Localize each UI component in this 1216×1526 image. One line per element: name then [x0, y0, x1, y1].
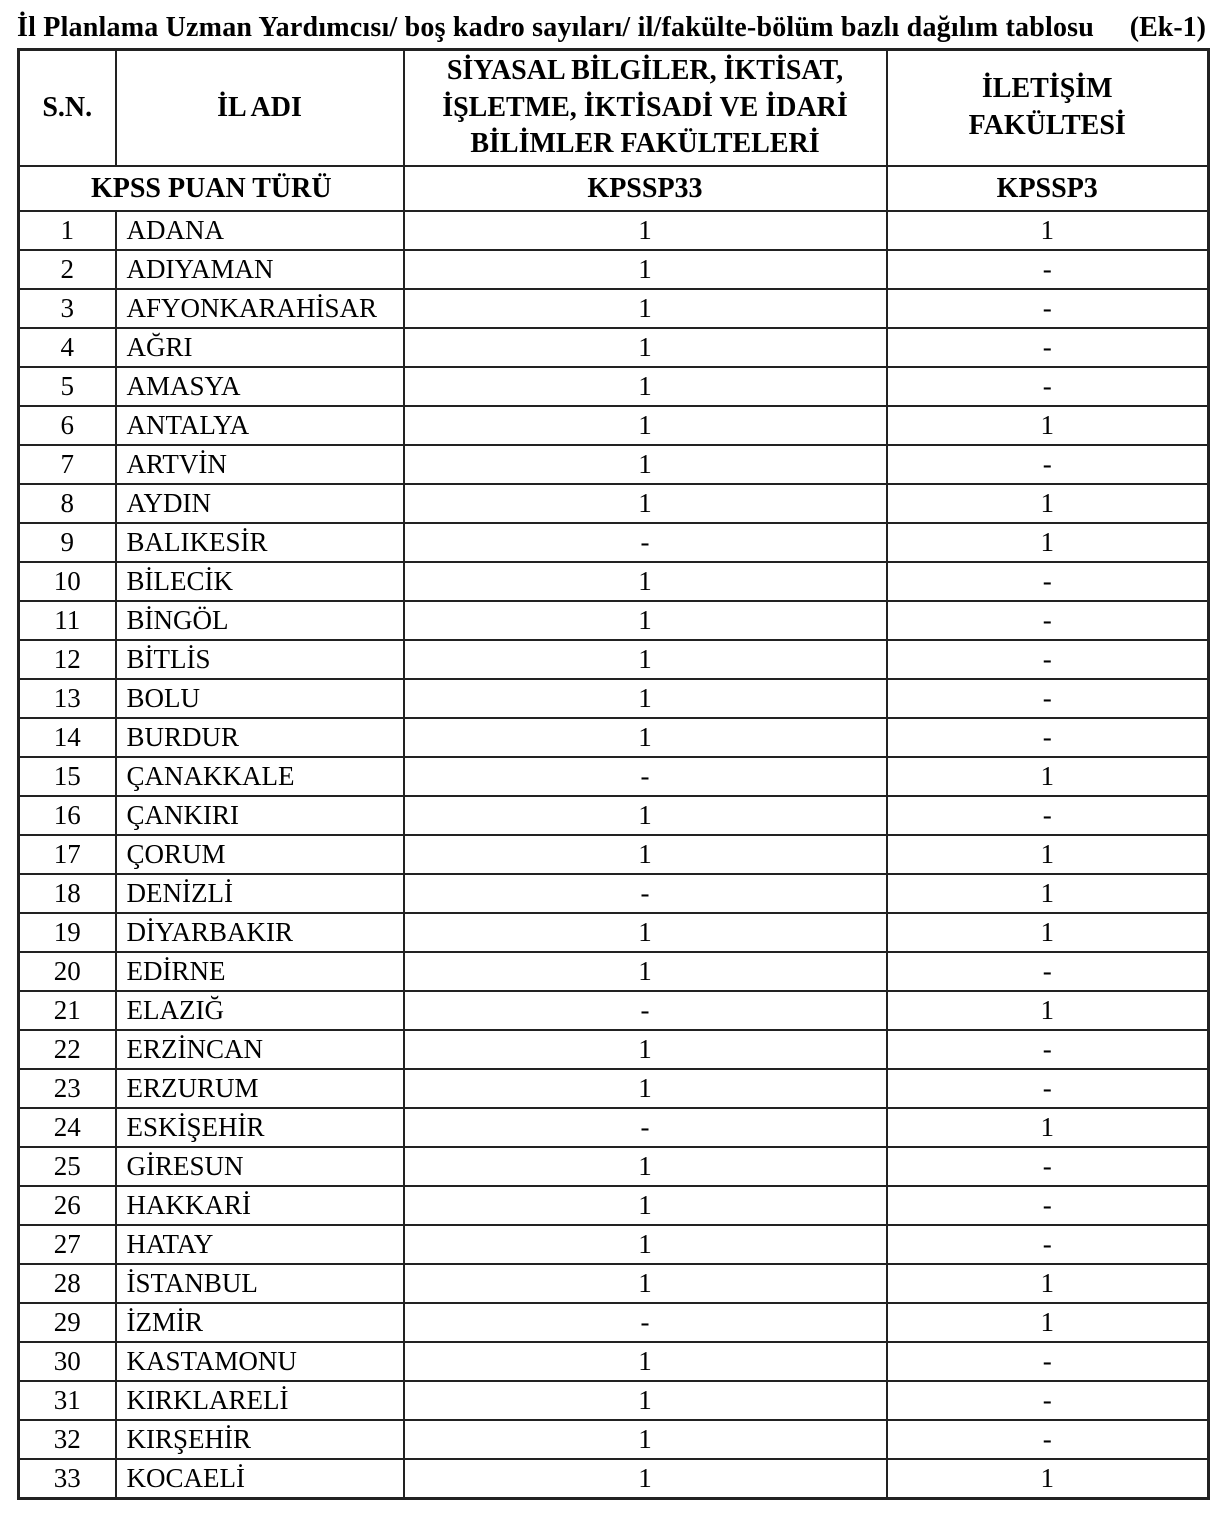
cell-province: KIRKLARELİ [116, 1381, 404, 1420]
cell-kpssp3: 1 [887, 1303, 1209, 1342]
vacancy-table [17, 48, 1210, 1500]
cell-province: DİYARBAKIR [116, 913, 404, 952]
cell-kpssp33: - [404, 1108, 887, 1147]
cell-sn: 2 [19, 250, 116, 289]
table-row [19, 484, 1209, 523]
cell-sn: 7 [19, 445, 116, 484]
table-row [19, 1303, 1209, 1342]
table-row [19, 1459, 1209, 1499]
table-row [19, 679, 1209, 718]
cell-province: KASTAMONU [116, 1342, 404, 1381]
cell-province: ERZURUM [116, 1069, 404, 1108]
cell-province: ESKİŞEHİR [116, 1108, 404, 1147]
table-row [19, 952, 1209, 991]
table-row [19, 1342, 1209, 1381]
cell-kpssp3: 1 [887, 913, 1209, 952]
cell-kpssp3: - [887, 718, 1209, 757]
cell-kpssp33: 1 [404, 289, 887, 328]
cell-kpssp33: - [404, 523, 887, 562]
table-row [19, 211, 1209, 250]
table-row [19, 523, 1209, 562]
cell-kpssp33: 1 [404, 1459, 887, 1499]
header-sn: S.N. [19, 50, 116, 167]
table-body [19, 211, 1209, 1499]
cell-kpssp33: - [404, 1303, 887, 1342]
cell-sn: 24 [19, 1108, 116, 1147]
cell-sn: 6 [19, 406, 116, 445]
header-faculty-group-2-label: İLETİŞİM FAKÜLTESİ [968, 73, 1126, 141]
cell-province: BALIKESİR [116, 523, 404, 562]
table-row [19, 796, 1209, 835]
cell-sn: 29 [19, 1303, 116, 1342]
cell-province: ELAZIĞ [116, 991, 404, 1030]
cell-sn: 9 [19, 523, 116, 562]
cell-sn: 4 [19, 328, 116, 367]
header-faculty-group-1 [404, 50, 887, 167]
table-row [19, 1030, 1209, 1069]
cell-sn: 28 [19, 1264, 116, 1303]
cell-kpssp3: - [887, 1225, 1209, 1264]
cell-sn: 30 [19, 1342, 116, 1381]
cell-kpssp3: - [887, 1342, 1209, 1381]
cell-kpssp33: 1 [404, 1147, 887, 1186]
cell-sn: 31 [19, 1381, 116, 1420]
cell-province: BİNGÖL [116, 601, 404, 640]
cell-sn: 26 [19, 1186, 116, 1225]
cell-kpssp33: 1 [404, 640, 887, 679]
cell-kpssp3: 1 [887, 757, 1209, 796]
cell-kpssp3: 1 [887, 1459, 1209, 1499]
cell-sn: 8 [19, 484, 116, 523]
cell-sn: 10 [19, 562, 116, 601]
cell-kpssp33: 1 [404, 1381, 887, 1420]
cell-sn: 13 [19, 679, 116, 718]
cell-kpssp3: 1 [887, 1108, 1209, 1147]
cell-kpssp33: - [404, 874, 887, 913]
table-row [19, 406, 1209, 445]
table-row [19, 601, 1209, 640]
score-type-kpssp33: KPSSP33 [404, 166, 887, 211]
cell-kpssp33: 1 [404, 1225, 887, 1264]
cell-kpssp33: 1 [404, 1420, 887, 1459]
cell-kpssp33: 1 [404, 211, 887, 250]
cell-kpssp33: 1 [404, 679, 887, 718]
title-row [17, 12, 1206, 44]
cell-kpssp3: - [887, 601, 1209, 640]
cell-kpssp3: 1 [887, 874, 1209, 913]
score-type-label: KPSS PUAN TÜRÜ [19, 166, 404, 211]
cell-kpssp33: 1 [404, 445, 887, 484]
cell-province: İSTANBUL [116, 1264, 404, 1303]
table-row [19, 1147, 1209, 1186]
cell-province: AMASYA [116, 367, 404, 406]
cell-province: İZMİR [116, 1303, 404, 1342]
cell-kpssp33: 1 [404, 1264, 887, 1303]
cell-kpssp33: 1 [404, 601, 887, 640]
cell-kpssp3: 1 [887, 523, 1209, 562]
cell-sn: 33 [19, 1459, 116, 1499]
cell-kpssp33: 1 [404, 835, 887, 874]
annex-label: (Ek-1) [1129, 12, 1206, 43]
cell-province: BOLU [116, 679, 404, 718]
cell-kpssp3: - [887, 367, 1209, 406]
cell-kpssp33: 1 [404, 328, 887, 367]
cell-kpssp33: 1 [404, 484, 887, 523]
table-row [19, 913, 1209, 952]
table-row [19, 328, 1209, 367]
cell-province: ÇANAKKALE [116, 757, 404, 796]
cell-province: KOCAELİ [116, 1459, 404, 1499]
table-row [19, 289, 1209, 328]
cell-sn: 14 [19, 718, 116, 757]
header-faculty-group-1-label: SİYASAL BİLGİLER, İKTİSAT, İŞLETME, İKTİSADİ VE İDARİ BİLİMLER FAKÜLTELERİ [442, 54, 848, 160]
table-row [19, 718, 1209, 757]
header-province: İL ADI [116, 50, 404, 167]
table-row [19, 250, 1209, 289]
cell-kpssp3: - [887, 796, 1209, 835]
cell-sn: 21 [19, 991, 116, 1030]
table-row [19, 835, 1209, 874]
cell-province: ANTALYA [116, 406, 404, 445]
cell-province: ÇANKIRI [116, 796, 404, 835]
cell-kpssp3: - [887, 1147, 1209, 1186]
cell-province: GİRESUN [116, 1147, 404, 1186]
cell-kpssp3: - [887, 250, 1209, 289]
cell-kpssp3: - [887, 952, 1209, 991]
cell-province: AYDIN [116, 484, 404, 523]
cell-province: EDİRNE [116, 952, 404, 991]
cell-province: HAKKARİ [116, 1186, 404, 1225]
table-header [19, 50, 1209, 212]
header-row-score-type [19, 166, 1209, 211]
cell-kpssp3: - [887, 1069, 1209, 1108]
cell-province: BİTLİS [116, 640, 404, 679]
table-row [19, 1225, 1209, 1264]
cell-province: DENİZLİ [116, 874, 404, 913]
cell-kpssp3: - [887, 289, 1209, 328]
cell-sn: 20 [19, 952, 116, 991]
table-row [19, 1069, 1209, 1108]
cell-province: BİLECİK [116, 562, 404, 601]
cell-sn: 23 [19, 1069, 116, 1108]
cell-kpssp3: - [887, 1381, 1209, 1420]
table-row [19, 1186, 1209, 1225]
table-row [19, 757, 1209, 796]
cell-kpssp3: - [887, 562, 1209, 601]
cell-kpssp33: 1 [404, 952, 887, 991]
table-row [19, 874, 1209, 913]
score-type-kpssp3: KPSSP3 [887, 166, 1209, 211]
table-row [19, 1264, 1209, 1303]
table-row [19, 367, 1209, 406]
cell-province: HATAY [116, 1225, 404, 1264]
table-row [19, 1420, 1209, 1459]
cell-kpssp33: 1 [404, 250, 887, 289]
cell-kpssp33: 1 [404, 1069, 887, 1108]
cell-province: AFYONKARAHİSAR [116, 289, 404, 328]
table-row [19, 1108, 1209, 1147]
cell-kpssp3: 1 [887, 835, 1209, 874]
cell-sn: 11 [19, 601, 116, 640]
cell-sn: 3 [19, 289, 116, 328]
table-row [19, 1381, 1209, 1420]
cell-kpssp33: 1 [404, 406, 887, 445]
cell-kpssp3: 1 [887, 211, 1209, 250]
cell-kpssp3: 1 [887, 991, 1209, 1030]
cell-sn: 12 [19, 640, 116, 679]
cell-province: ARTVİN [116, 445, 404, 484]
cell-kpssp3: - [887, 640, 1209, 679]
header-row-main [19, 50, 1209, 167]
cell-sn: 17 [19, 835, 116, 874]
cell-kpssp3: - [887, 1186, 1209, 1225]
page-title: İl Planlama Uzman Yardımcısı/ boş kadro sayıları/ il/fakülte-bölüm bazlı dağılım tablosu [17, 12, 1095, 43]
cell-kpssp33: 1 [404, 1342, 887, 1381]
cell-kpssp33: 1 [404, 1186, 887, 1225]
cell-kpssp3: 1 [887, 1264, 1209, 1303]
cell-province: ADANA [116, 211, 404, 250]
cell-kpssp3: - [887, 1030, 1209, 1069]
cell-kpssp33: 1 [404, 913, 887, 952]
cell-province: AĞRI [116, 328, 404, 367]
cell-kpssp33: 1 [404, 718, 887, 757]
cell-sn: 22 [19, 1030, 116, 1069]
table-row [19, 445, 1209, 484]
cell-sn: 1 [19, 211, 116, 250]
cell-kpssp33: - [404, 757, 887, 796]
cell-sn: 19 [19, 913, 116, 952]
cell-province: KIRŞEHİR [116, 1420, 404, 1459]
cell-kpssp33: 1 [404, 562, 887, 601]
cell-kpssp33: - [404, 991, 887, 1030]
cell-province: ERZİNCAN [116, 1030, 404, 1069]
table-row [19, 991, 1209, 1030]
cell-kpssp3: - [887, 328, 1209, 367]
cell-sn: 5 [19, 367, 116, 406]
cell-kpssp3: 1 [887, 406, 1209, 445]
cell-sn: 16 [19, 796, 116, 835]
cell-kpssp33: 1 [404, 796, 887, 835]
cell-province: ADIYAMAN [116, 250, 404, 289]
cell-sn: 25 [19, 1147, 116, 1186]
cell-province: BURDUR [116, 718, 404, 757]
cell-sn: 27 [19, 1225, 116, 1264]
cell-sn: 32 [19, 1420, 116, 1459]
cell-kpssp33: 1 [404, 367, 887, 406]
header-faculty-group-2 [887, 50, 1209, 167]
cell-kpssp33: 1 [404, 1030, 887, 1069]
cell-sn: 15 [19, 757, 116, 796]
cell-kpssp3: 1 [887, 484, 1209, 523]
cell-kpssp3: - [887, 1420, 1209, 1459]
cell-kpssp3: - [887, 679, 1209, 718]
table-row [19, 640, 1209, 679]
cell-kpssp3: - [887, 445, 1209, 484]
cell-province: ÇORUM [116, 835, 404, 874]
table-row [19, 562, 1209, 601]
cell-sn: 18 [19, 874, 116, 913]
